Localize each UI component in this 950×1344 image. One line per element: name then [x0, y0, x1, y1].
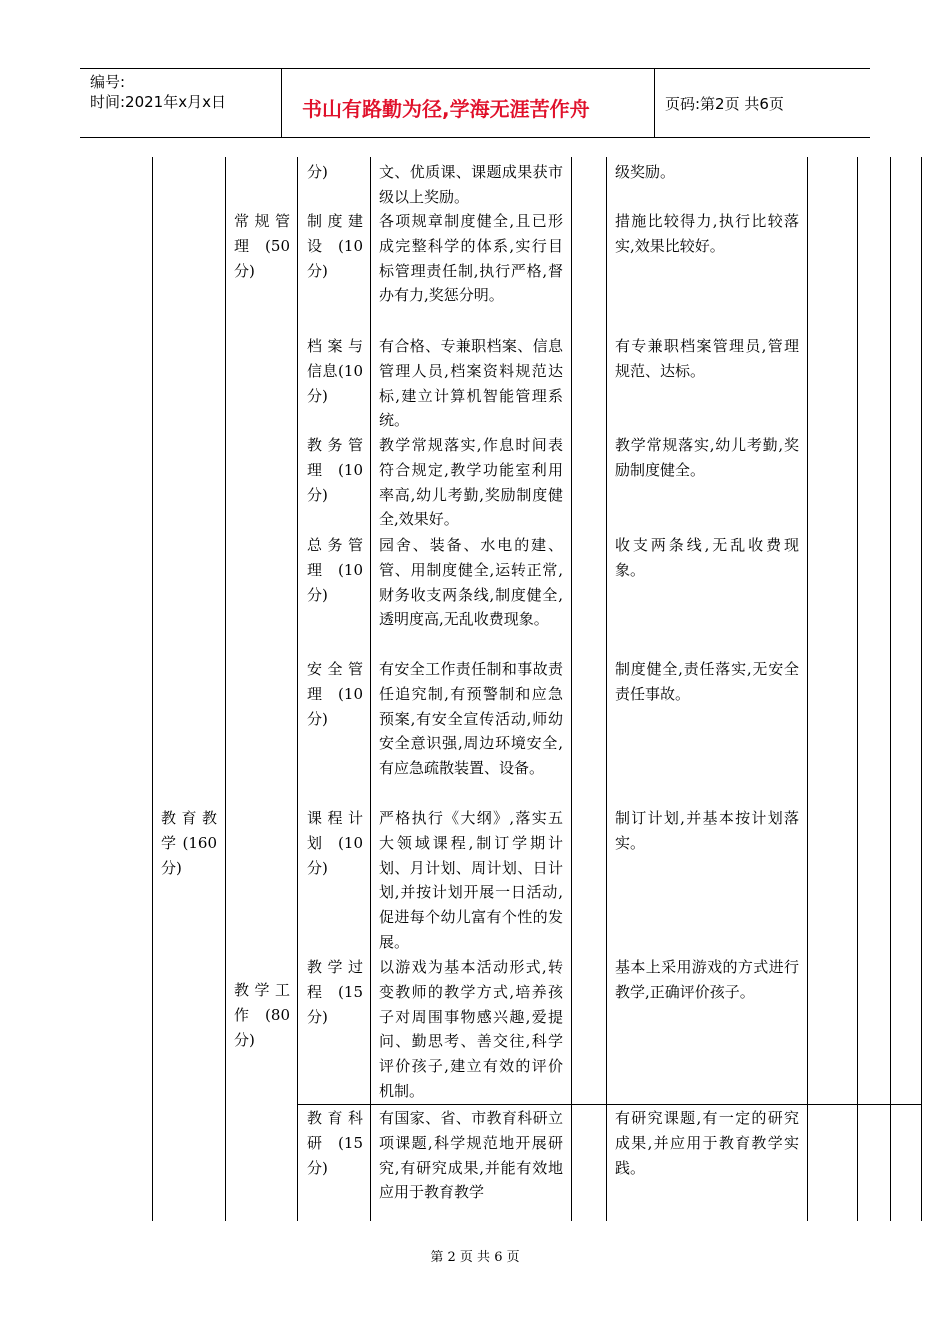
table-column-divider [297, 157, 298, 1221]
standard-cell: 有合格、专兼职档案、信息管理人员,档案资料规范达标,建立计算机智能管理系统。 [379, 337, 563, 430]
assessment-cell: 基本上采用游戏的方式进行教学,正确评价孩子。 [615, 958, 799, 1001]
item-cell: 教务管理(10分) [307, 436, 363, 504]
header-motto: 书山有路勤为径,学海无涯苦作舟 [302, 97, 590, 121]
assessment-cell: 收支两条线,无乱收费现象。 [615, 536, 799, 579]
table-column-divider [857, 157, 858, 1221]
standard-cell: 有国家、省、市教育科研立项课题,科学规范地开展研究,有研究成果,并能有效地应用于教育教学 [379, 1109, 563, 1202]
sub-category-cell: 常规管理(50分) [234, 212, 290, 280]
table-border-left [152, 157, 153, 1221]
table-column-divider [890, 157, 891, 1221]
standard-cell: 严格执行《大纲》,落实五大领域课程,制订学期计划、月计划、周计划、日计划,并按计划开展一日活动,促进每个幼儿富有个性的发展。 [379, 809, 563, 951]
page-header [80, 68, 870, 138]
table-column-divider [807, 157, 808, 1221]
assessment-cell: 制订计划,并基本按计划落实。 [615, 809, 799, 852]
header-divider [281, 69, 282, 137]
page-footer: 第 2 页 共 6 页 [430, 1250, 520, 1265]
table-column-divider [571, 157, 572, 1221]
table-column-divider [370, 157, 371, 1221]
document-time-label: 时间:2021年x月x日 [90, 93, 226, 111]
header-divider [654, 69, 655, 137]
document-number-label: 编号: [90, 73, 126, 91]
assessment-cell: 教学常规落实,幼儿考勤,奖励制度健全。 [615, 436, 799, 479]
table-border-right [921, 157, 922, 1221]
item-cell: 课程计划(10分) [307, 809, 363, 877]
item-cell: 安全管理(10分) [307, 660, 363, 728]
assessment-cell: 有研究课题,有一定的研究成果,并应用于教育教学实践。 [615, 1109, 799, 1177]
standard-cell: 文、优质课、课题成果获市级以上奖励。 [379, 163, 563, 206]
table-column-divider [606, 157, 607, 1221]
header-page-number: 页码:第2页 共6页 [665, 95, 784, 113]
sub-category-cell: 教学工作(80分) [234, 981, 290, 1049]
assessment-cell: 有专兼职档案管理员,管理规范、达标。 [615, 337, 799, 380]
main-category-cell: 教育教学(160分) [161, 809, 217, 877]
item-cell: 分) [307, 163, 328, 181]
table-row-divider [297, 1104, 922, 1105]
standard-cell: 教学常规落实,作息时间表符合规定,教学功能室利用率高,幼儿考勤,奖励制度健全,效果好。 [379, 436, 563, 529]
standard-cell: 有安全工作责任制和事故责任追究制,有预警制和应急预案,有安全宣传活动,师幼安全意识强,周边环境安全,有应急疏散装置、设备。 [379, 660, 563, 778]
item-cell: 档案与信息(10分) [307, 337, 363, 405]
item-cell: 总务管理(10分) [307, 536, 363, 604]
standard-cell: 各项规章制度健全,且已形成完整科学的体系,实行目标管理责任制,执行严格,督办有力,奖惩分明。 [379, 212, 563, 305]
assessment-cell: 措施比较得力,执行比较落实,效果比较好。 [615, 212, 799, 255]
table-column-divider [225, 157, 226, 1221]
item-cell: 教学过程(15分) [307, 958, 363, 1026]
item-cell: 教育科研(15分) [307, 1109, 363, 1177]
assessment-cell: 级奖励。 [615, 163, 676, 181]
item-cell: 制度建设(10分) [307, 212, 363, 280]
assessment-cell: 制度健全,责任落实,无安全责任事故。 [615, 660, 799, 703]
standard-cell: 园舍、装备、水电的建、管、用制度健全,运转正常,财务收支两条线,制度健全,透明度高,无乱收费现象。 [379, 536, 563, 629]
standard-cell: 以游戏为基本活动形式,转变教师的教学方式,培养孩子对周围事物感兴趣,爱提问、勤思考、善交往,科学评价孩子,建立有效的评价机制。 [379, 958, 563, 1100]
